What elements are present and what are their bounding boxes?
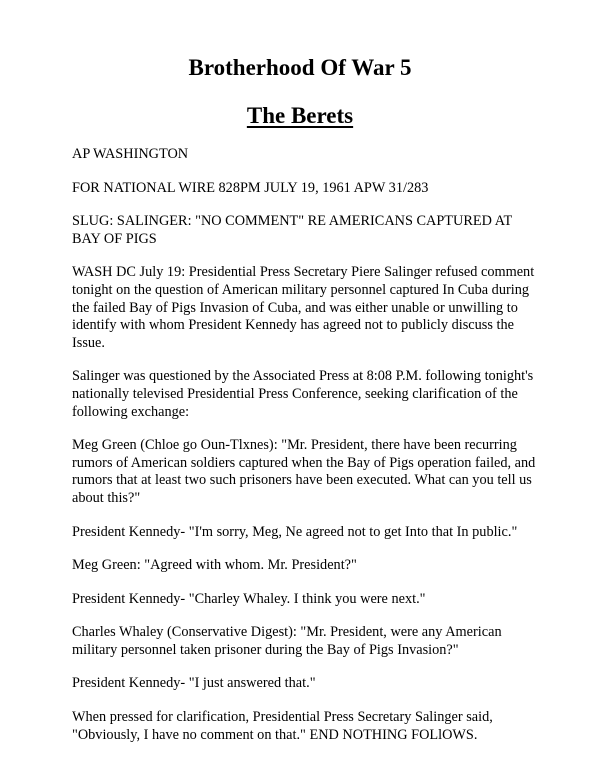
dateline-paragraph: AP WASHINGTON [72,146,189,162]
exchange-paragraph: President Kennedy- "Charley Whaley. I think you were next." [72,590,426,607]
document-title: Brotherhood Of War 5 [188,55,412,80]
exchange-paragraph: President Kennedy- "I'm sorry, Meg, Ne agreed not to get Into that In public." [72,523,518,540]
exchange-paragraph: Meg Green: "Agreed with whom. Mr. President?" [72,557,357,574]
document-body [72,146,542,760]
wire-info-paragraph: FOR NATIONAL WIRE 828PM JULY 19, 1961 APW 31/283 [72,179,429,196]
document-subtitle-text: The Berets [246,103,354,128]
exchange-paragraph: Meg Green (Chloe go Oun-Tlxnes): "Mr. President, there have been recurring rumors of American soldiers captured when the Bay of Pigs operation failed, and rumors that at least two such prisoners have been executed. What can you tell us about this?" [72,437,536,506]
exchange-paragraph: President Kennedy- "I just answered that." [72,675,316,692]
slug-paragraph: SLUG: SALINGER: "NO COMMENT" RE AMERICANS CAPTURED AT BAY OF PIGS [72,213,512,247]
closing-paragraph: When pressed for clarification, Presidential Press Secretary Salinger said, "Obviously, I have no comment on that." END NOTHING FOLlOWS. [72,709,493,743]
document-subtitle [0,102,600,130]
exchange-paragraph: Charles Whaley (Conservative Digest): "Mr. President, were any American military personnel taken prisoner during the Bay of Pigs Invasion?" [72,624,502,658]
lead-paragraph: WASH DC July 19: Presidential Press Secretary Piere Salinger refused comment tonight on the question of American military personnel captured In Cuba during the failed Bay of Pigs Invasion of Cuba, and was either unable or unwilling to identify with whom President Kennedy has agreed not to publicly discuss the Issue. [72,264,535,351]
context-paragraph: Salinger was questioned by the Associated Press at 8:08 P.M. following tonight's nationally televised Presidential Press Conference, seeking clarification of the following exchange: [72,368,534,420]
